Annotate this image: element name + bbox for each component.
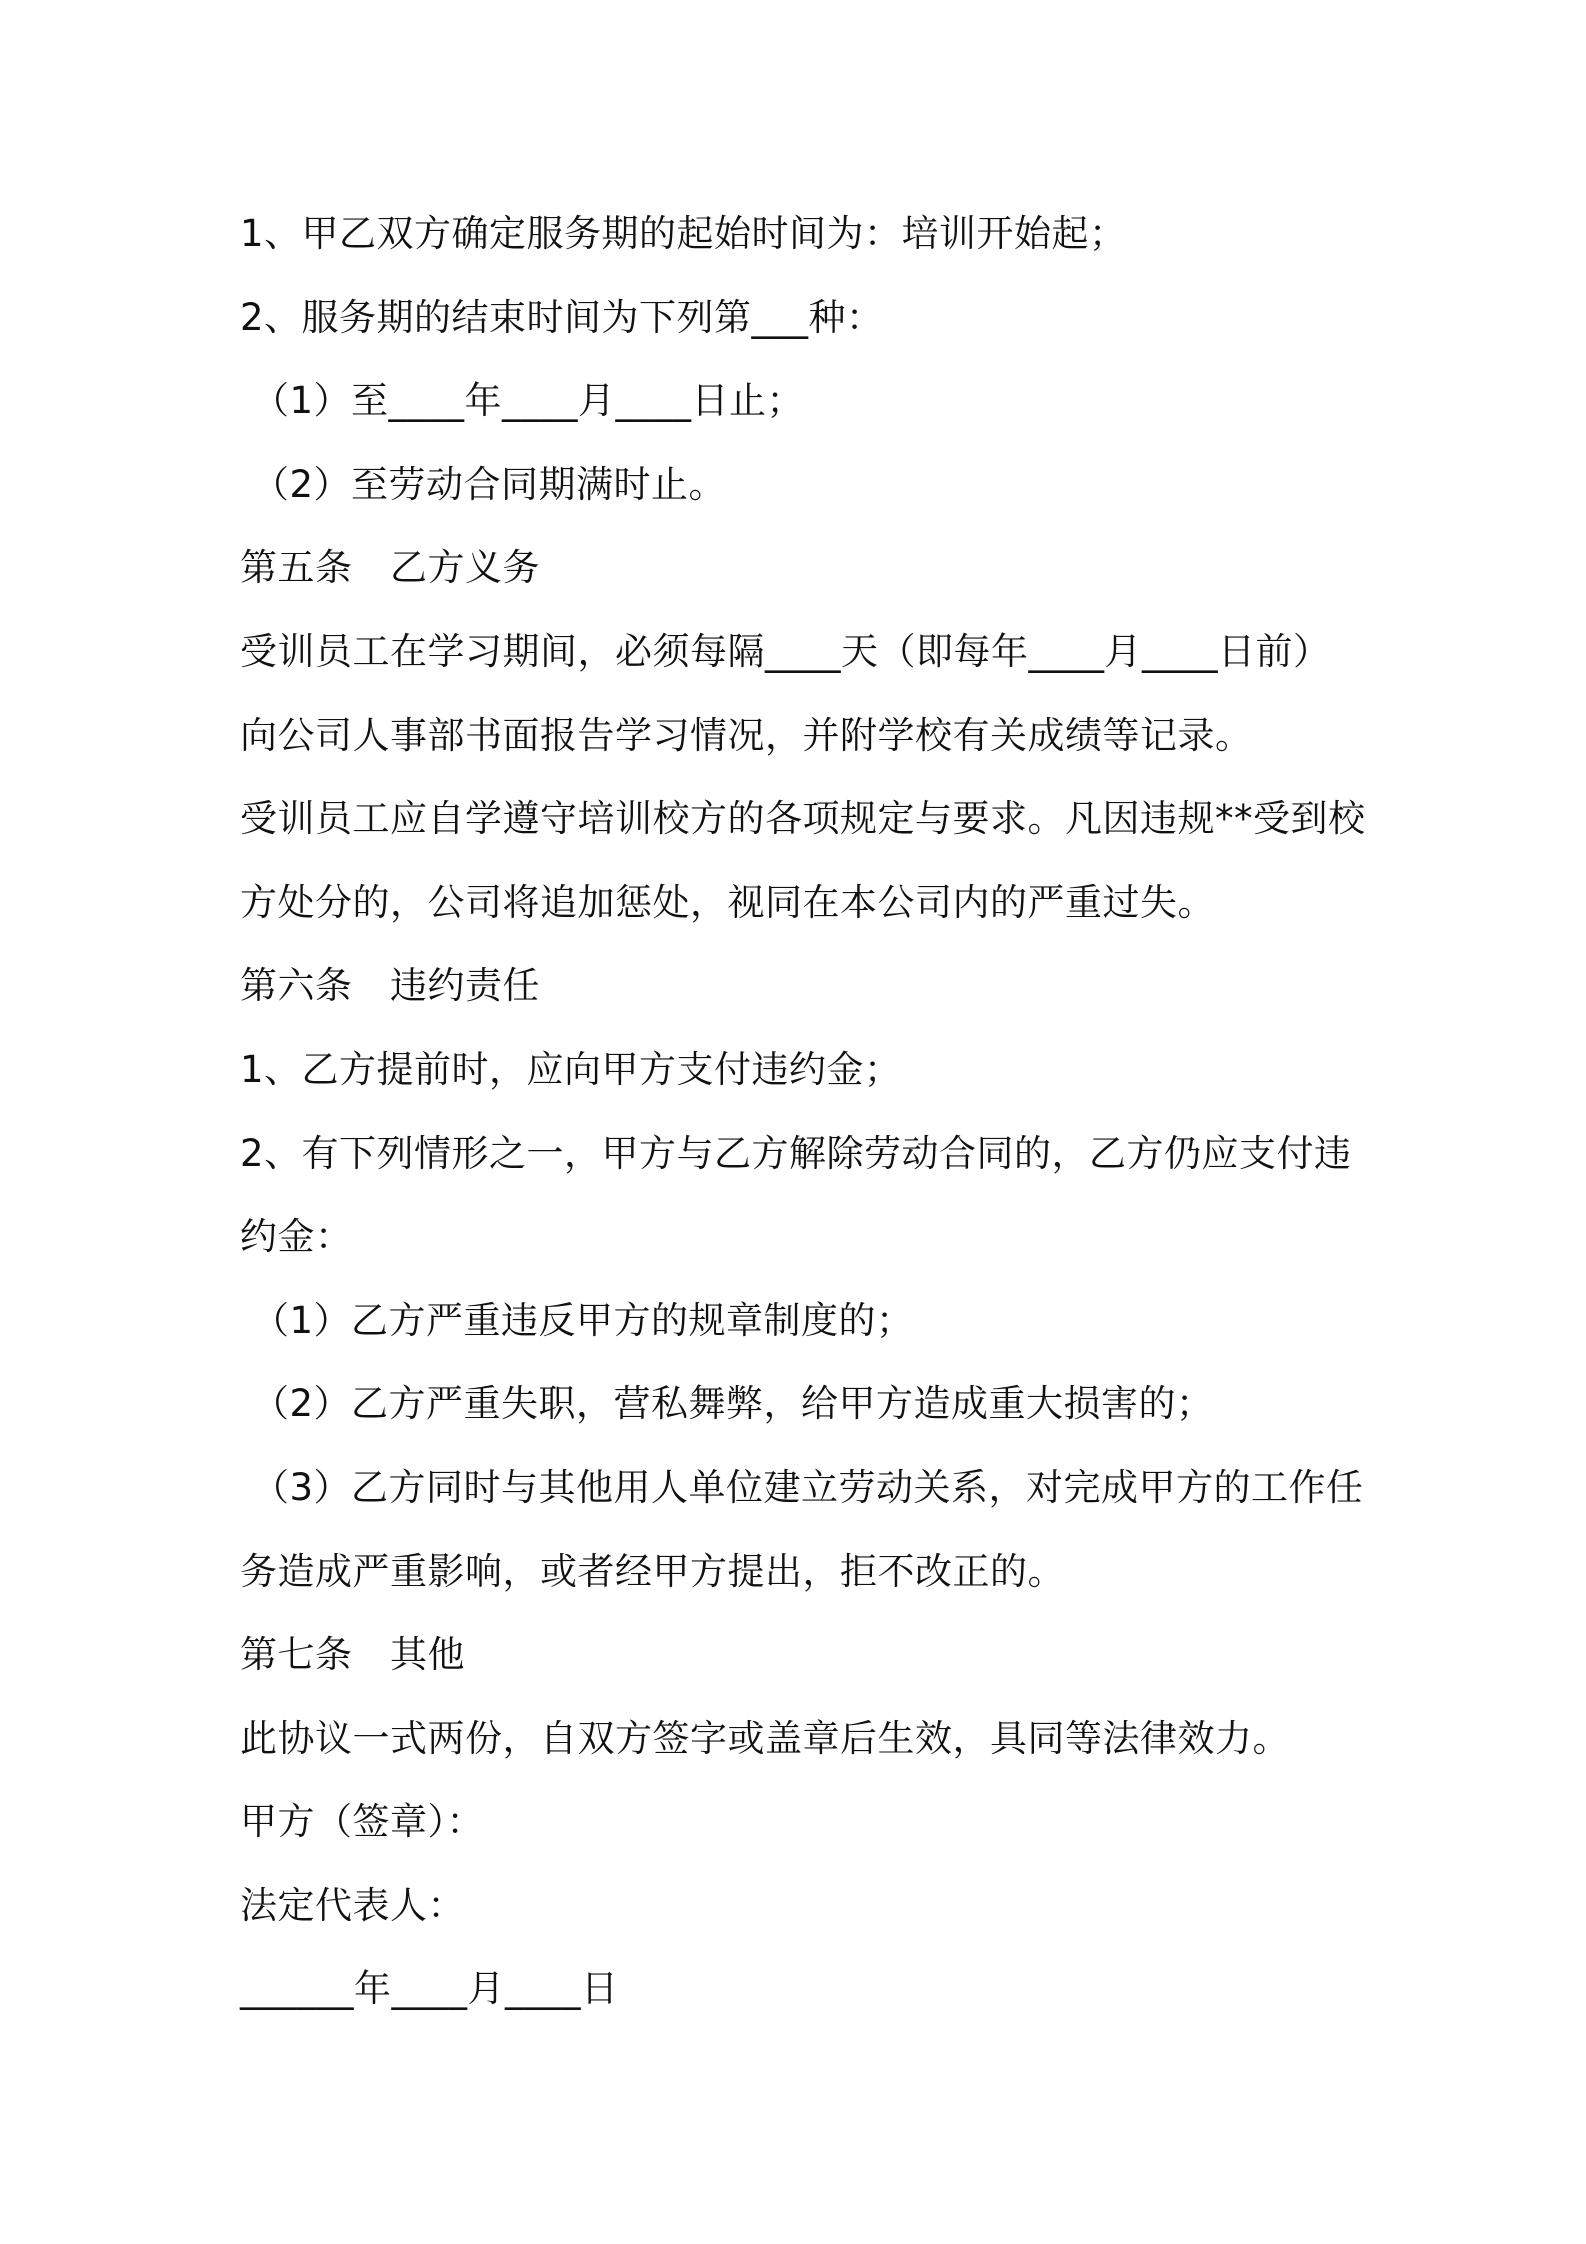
text-line: 受训员工在学习期间，必须每隔____天（即每年____月____日前） (240, 629, 1331, 673)
section-heading: 第七条 其他 (240, 1633, 465, 1677)
text-line: 受训员工应自学遵守培训校方的各项规定与要求。凡因违规**受到校 (240, 797, 1366, 841)
document-body (240, 192, 1366, 2031)
text-line: 1、乙方提前时，应向甲方支付违约金； (240, 1047, 902, 1091)
signature-party-a: 甲方（签章）： (240, 1800, 484, 1844)
text-line: 向公司人事部书面报告学习情况，并附学校有关成绩等记录。 (240, 713, 1253, 757)
text-line: 此协议一式两份，自双方签字或盖章后生效，具同等法律效力。 (240, 1716, 1290, 1760)
text-line: 务造成严重影响，或者经甲方提出，拒不改正的。 (240, 1549, 1065, 1593)
text-line: （1）乙方严重违反甲方的规章制度的； (252, 1298, 914, 1342)
legal-representative: 法定代表人： (240, 1883, 465, 1927)
signature-date: ______年____月____日 (240, 1967, 619, 2011)
text-line: 约金： (240, 1215, 353, 1259)
text-line: 1、甲乙双方确定服务期的起始时间为：培训开始起； (240, 212, 1127, 255)
text-line: （1）至____年____月____日止； (252, 379, 805, 423)
text-line: （2）乙方严重失职，营私舞弊，给甲方造成重大损害的； (252, 1382, 1214, 1426)
text-line: 2、有下列情形之一，甲方与乙方解除劳动合同的，乙方仍应支付违 (240, 1131, 1352, 1175)
section-heading: 第五条 乙方义务 (240, 546, 540, 590)
text-line: 2、服务期的结束时间为下列第___种： (240, 295, 884, 339)
text-line: （3）乙方同时与其他用人单位建立劳动关系，对完成甲方的工作任 (252, 1465, 1364, 1509)
section-heading: 第六条 违约责任 (240, 964, 540, 1008)
text-line: 方处分的，公司将追加惩处，视同在本公司内的严重过失。 (240, 880, 1215, 924)
text-line: （2）至劳动合同期满时止。 (252, 462, 727, 506)
